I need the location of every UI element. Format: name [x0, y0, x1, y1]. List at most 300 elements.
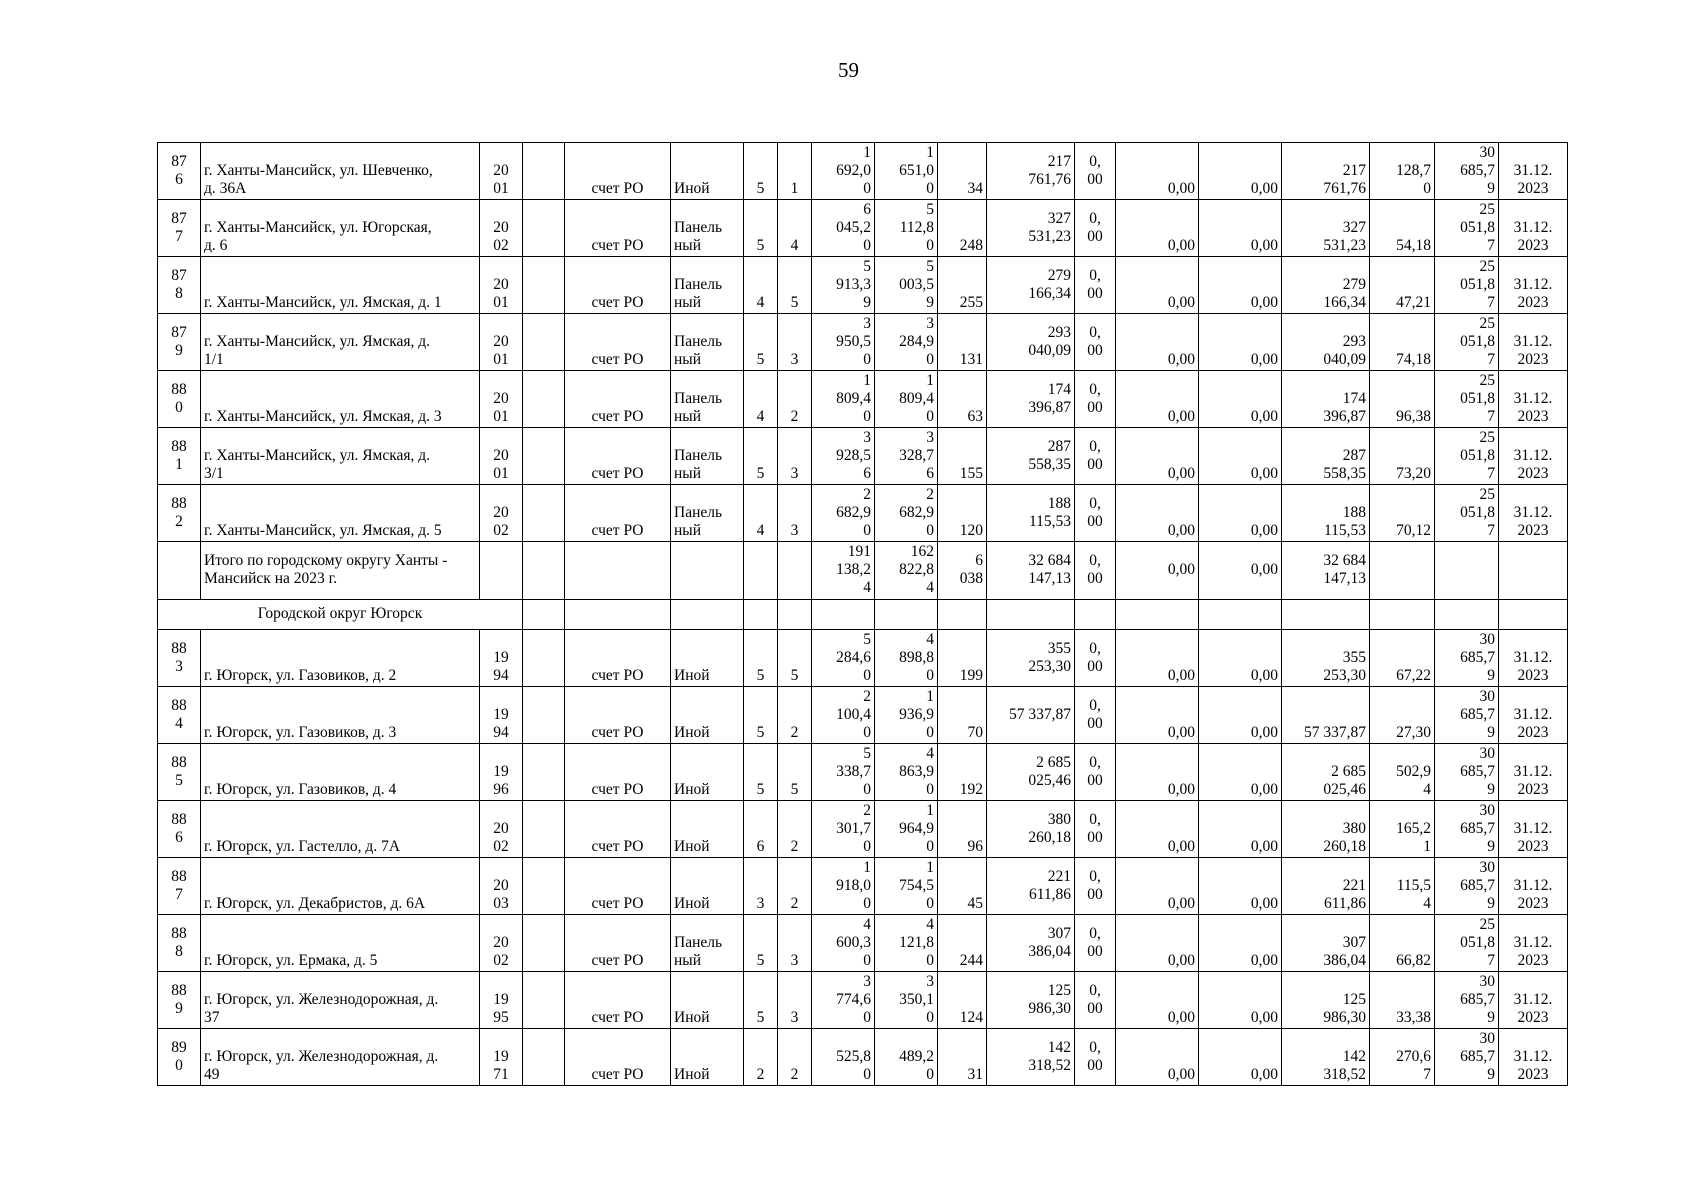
cell-entrances: 2 [778, 801, 812, 858]
cell-fund-owners: 125 986,30 [1282, 972, 1370, 1029]
cell-fund-a: 0, 00 [1075, 687, 1116, 744]
cell-total-area: 3 950,5 0 [812, 314, 875, 371]
cell-year: 20 01 [480, 428, 523, 485]
cell-total-cost: 279 166,34 [987, 257, 1075, 314]
cell-fund-owners: 57 337,87 [1282, 687, 1370, 744]
cell-row-number: 88 7 [158, 858, 201, 915]
cell-entrances: 3 [778, 314, 812, 371]
cell-fund-b: 0,00 [1116, 143, 1199, 200]
cell-fund-method: счет РО [565, 630, 671, 687]
cell-floors [744, 542, 778, 600]
cell-row-number: 88 5 [158, 744, 201, 801]
table-row [158, 371, 1568, 428]
cell-max-cost: 25 051,8 7 [1435, 200, 1499, 257]
cell-empty-col [523, 485, 565, 542]
cell-year: 19 95 [480, 972, 523, 1029]
cell-fund-c: 0,00 [1199, 485, 1282, 542]
cell-max-cost: 25 051,8 7 [1435, 428, 1499, 485]
cell-entrances: 5 [778, 744, 812, 801]
cell-deadline: 31.12. 2023 [1499, 257, 1568, 314]
cell-fund-owners: 307 386,04 [1282, 915, 1370, 972]
cell-max-cost: 25 051,8 7 [1435, 257, 1499, 314]
table-row [158, 428, 1568, 485]
cell-year [480, 542, 523, 600]
cell-residents: 255 [938, 257, 987, 314]
cell-entrances: 2 [778, 1029, 812, 1086]
cell-address: г. Ханты-Мансийск, ул. Ямская, д. 1/1 [201, 314, 480, 371]
cell-fund-a: 0, 00 [1075, 143, 1116, 200]
cell-fund-method: счет РО [565, 915, 671, 972]
cell-wall-type: Иной [671, 687, 744, 744]
cell-living-area: 4 898,8 0 [875, 630, 938, 687]
cell-fund-b: 0,00 [1116, 371, 1199, 428]
cell-address: г. Югорск, ул. Газовиков, д. 3 [201, 687, 480, 744]
cell-floors: 4 [744, 371, 778, 428]
cell-deadline: 31.12. 2023 [1499, 314, 1568, 371]
cell-floors: 5 [744, 200, 778, 257]
cell-fund-b: 0,00 [1116, 801, 1199, 858]
cell-empty-col [523, 428, 565, 485]
cell-total-area: 4 600,3 0 [812, 915, 875, 972]
cell-deadline: 31.12. 2023 [1499, 630, 1568, 687]
cell-address: г. Ханты-Мансийск, ул. Шевченко, д. 36А [201, 143, 480, 200]
cell-fund-c: 0,00 [1199, 801, 1282, 858]
cell-empty-col [523, 1029, 565, 1086]
cell-empty-col [523, 744, 565, 801]
cell-deadline [1499, 542, 1568, 600]
cell-floors: 5 [744, 314, 778, 371]
cell-empty [744, 600, 778, 630]
cell-fund-owners: 217 761,76 [1282, 143, 1370, 200]
section-title: Городской округ Югорск [158, 600, 523, 630]
cell-empty [1199, 600, 1282, 630]
cell-fund-method: счет РО [565, 1029, 671, 1086]
cell-residents: 70 [938, 687, 987, 744]
cell-wall-type: Иной [671, 801, 744, 858]
cell-max-cost [1435, 542, 1499, 600]
cell-fund-b: 0,00 [1116, 485, 1199, 542]
cell-living-area: 1 936,9 0 [875, 687, 938, 744]
cell-unit-cost: 47,21 [1370, 257, 1435, 314]
cell-total-cost: 287 558,35 [987, 428, 1075, 485]
cell-fund-c: 0,00 [1199, 200, 1282, 257]
cell-empty-col [523, 314, 565, 371]
cell-total-cost: 174 396,87 [987, 371, 1075, 428]
cell-fund-b: 0,00 [1116, 542, 1199, 600]
cell-fund-owners: 287 558,35 [1282, 428, 1370, 485]
cell-empty-col [523, 371, 565, 428]
cell-row-number: 88 8 [158, 915, 201, 972]
cell-wall-type: Панель ный [671, 915, 744, 972]
cell-row-number [158, 542, 201, 600]
cell-row-number: 87 9 [158, 314, 201, 371]
cell-address: г. Ханты-Мансийск, ул. Ямская, д. 3/1 [201, 428, 480, 485]
cell-entrances: 5 [778, 630, 812, 687]
cell-total-area: 2 100,4 0 [812, 687, 875, 744]
cell-floors: 4 [744, 485, 778, 542]
cell-fund-a: 0, 00 [1075, 428, 1116, 485]
cell-max-cost: 25 051,8 7 [1435, 371, 1499, 428]
cell-empty-col [523, 972, 565, 1029]
table-row [158, 858, 1568, 915]
cell-address: г. Югорск, ул. Гастелло, д. 7А [201, 801, 480, 858]
cell-living-area: 5 003,5 9 [875, 257, 938, 314]
cell-max-cost: 30 685,7 9 [1435, 687, 1499, 744]
cell-fund-owners: 188 115,53 [1282, 485, 1370, 542]
table-row [158, 972, 1568, 1029]
cell-floors: 5 [744, 744, 778, 801]
cell-total-area: 5 284,6 0 [812, 630, 875, 687]
cell-residents: 244 [938, 915, 987, 972]
cell-fund-owners: 32 684 147,13 [1282, 542, 1370, 600]
cell-empty [938, 600, 987, 630]
cell-address: г. Югорск, ул. Железнодорожная, д. 49 [201, 1029, 480, 1086]
cell-year: 20 02 [480, 485, 523, 542]
cell-fund-owners: 174 396,87 [1282, 371, 1370, 428]
table-row [158, 485, 1568, 542]
cell-address: г. Югорск, ул. Железнодорожная, д. 37 [201, 972, 480, 1029]
cell-fund-a: 0, 00 [1075, 915, 1116, 972]
cell-fund-a: 0, 00 [1075, 257, 1116, 314]
cell-residents: 120 [938, 485, 987, 542]
cell-living-area: 3 328,7 6 [875, 428, 938, 485]
cell-fund-method: счет РО [565, 257, 671, 314]
cell-floors: 5 [744, 687, 778, 744]
cell-total-cost: 2 685 025,46 [987, 744, 1075, 801]
cell-living-area: 4 863,9 0 [875, 744, 938, 801]
cell-fund-c: 0,00 [1199, 257, 1282, 314]
cell-living-area: 1 754,5 0 [875, 858, 938, 915]
cell-residents: 155 [938, 428, 987, 485]
cell-fund-owners: 355 253,30 [1282, 630, 1370, 687]
cell-total-area: 1 918,0 0 [812, 858, 875, 915]
cell-fund-method: счет РО [565, 143, 671, 200]
cell-empty-col [523, 801, 565, 858]
cell-max-cost: 25 051,8 7 [1435, 485, 1499, 542]
cell-row-number: 88 0 [158, 371, 201, 428]
cell-fund-owners: 380 260,18 [1282, 801, 1370, 858]
cell-residents: 6 038 [938, 542, 987, 600]
cell-total-area: 3 774,6 0 [812, 972, 875, 1029]
cell-fund-a: 0, 00 [1075, 1029, 1116, 1086]
cell-empty-col [523, 542, 565, 600]
cell-residents: 192 [938, 744, 987, 801]
cell-fund-method [565, 542, 671, 600]
cell-floors: 5 [744, 428, 778, 485]
cell-row-number: 88 4 [158, 687, 201, 744]
cell-max-cost: 30 685,7 9 [1435, 143, 1499, 200]
cell-wall-type: Иной [671, 972, 744, 1029]
cell-unit-cost [1370, 542, 1435, 600]
cell-wall-type: Иной [671, 630, 744, 687]
cell-entrances: 1 [778, 143, 812, 200]
cell-fund-c: 0,00 [1199, 371, 1282, 428]
table-row [158, 200, 1568, 257]
table-row [158, 801, 1568, 858]
cell-wall-type [671, 542, 744, 600]
cell-fund-owners: 327 531,23 [1282, 200, 1370, 257]
cell-fund-b: 0,00 [1116, 858, 1199, 915]
cell-fund-c: 0,00 [1199, 972, 1282, 1029]
cell-living-area: 4 121,8 0 [875, 915, 938, 972]
cell-fund-c: 0,00 [1199, 542, 1282, 600]
cell-total-area: 2 682,9 0 [812, 485, 875, 542]
cell-wall-type: Иной [671, 744, 744, 801]
cell-total-cost: 355 253,30 [987, 630, 1075, 687]
cell-living-area: 3 284,9 0 [875, 314, 938, 371]
cell-year: 19 94 [480, 630, 523, 687]
cell-floors: 5 [744, 915, 778, 972]
cell-fund-a: 0, 00 [1075, 801, 1116, 858]
cell-wall-type: Панель ный [671, 428, 744, 485]
cell-max-cost: 30 685,7 9 [1435, 744, 1499, 801]
cell-address: Итого по городскому округу Ханты - Мансийск на 2023 г. [201, 542, 480, 600]
table-row [158, 915, 1568, 972]
cell-fund-b: 0,00 [1116, 915, 1199, 972]
cell-deadline: 31.12. 2023 [1499, 687, 1568, 744]
table-row [158, 744, 1568, 801]
table-row [158, 314, 1568, 371]
cell-wall-type: Панель ный [671, 485, 744, 542]
cell-year: 19 94 [480, 687, 523, 744]
cell-unit-cost: 115,5 4 [1370, 858, 1435, 915]
cell-wall-type: Иной [671, 143, 744, 200]
cell-fund-method: счет РО [565, 972, 671, 1029]
cell-year: 20 01 [480, 314, 523, 371]
section-header-row [158, 600, 1568, 630]
cell-living-area: 2 682,9 0 [875, 485, 938, 542]
cell-living-area: 489,2 0 [875, 1029, 938, 1086]
cell-total-area: 191 138,2 4 [812, 542, 875, 600]
cell-total-cost: 217 761,76 [987, 143, 1075, 200]
cell-total-cost: 125 986,30 [987, 972, 1075, 1029]
cell-deadline: 31.12. 2023 [1499, 485, 1568, 542]
cell-fund-owners: 221 611,86 [1282, 858, 1370, 915]
cell-address: г. Ханты-Мансийск, ул. Югорская, д. 6 [201, 200, 480, 257]
cell-residents: 124 [938, 972, 987, 1029]
cell-wall-type: Иной [671, 858, 744, 915]
cell-year: 20 01 [480, 257, 523, 314]
cell-total-cost: 380 260,18 [987, 801, 1075, 858]
cell-unit-cost: 270,6 7 [1370, 1029, 1435, 1086]
cell-residents: 31 [938, 1029, 987, 1086]
cell-row-number: 87 8 [158, 257, 201, 314]
table-row [158, 143, 1568, 200]
cell-total-cost: 188 115,53 [987, 485, 1075, 542]
cell-fund-a: 0, 00 [1075, 200, 1116, 257]
cell-wall-type: Панель ный [671, 257, 744, 314]
cell-entrances: 3 [778, 915, 812, 972]
cell-deadline: 31.12. 2023 [1499, 744, 1568, 801]
cell-total-cost: 142 318,52 [987, 1029, 1075, 1086]
cell-floors: 2 [744, 1029, 778, 1086]
cell-floors: 5 [744, 972, 778, 1029]
cell-living-area: 1 964,9 0 [875, 801, 938, 858]
cell-empty [778, 600, 812, 630]
cell-fund-owners: 279 166,34 [1282, 257, 1370, 314]
cell-empty [1075, 600, 1116, 630]
cell-unit-cost: 33,38 [1370, 972, 1435, 1029]
cell-fund-b: 0,00 [1116, 972, 1199, 1029]
cell-fund-a: 0, 00 [1075, 485, 1116, 542]
cell-address: г. Ханты-Мансийск, ул. Ямская, д. 5 [201, 485, 480, 542]
cell-wall-type: Иной [671, 1029, 744, 1086]
cell-total-area: 2 301,7 0 [812, 801, 875, 858]
cell-empty [987, 600, 1075, 630]
cell-total-area: 525,8 0 [812, 1029, 875, 1086]
cell-total-cost: 32 684 147,13 [987, 542, 1075, 600]
cell-residents: 63 [938, 371, 987, 428]
cell-fund-c: 0,00 [1199, 143, 1282, 200]
cell-fund-method: счет РО [565, 371, 671, 428]
cell-empty-col [523, 200, 565, 257]
cell-entrances: 3 [778, 428, 812, 485]
cell-address: г. Югорск, ул. Декабристов, д. 6А [201, 858, 480, 915]
total-row [158, 542, 1568, 600]
cell-entrances: 4 [778, 200, 812, 257]
cell-fund-method: счет РО [565, 858, 671, 915]
cell-total-cost: 293 040,09 [987, 314, 1075, 371]
cell-empty-col [523, 687, 565, 744]
cell-fund-a: 0, 00 [1075, 542, 1116, 600]
cell-unit-cost: 165,2 1 [1370, 801, 1435, 858]
cell-fund-c: 0,00 [1199, 858, 1282, 915]
cell-deadline: 31.12. 2023 [1499, 200, 1568, 257]
cell-fund-a: 0, 00 [1075, 371, 1116, 428]
cell-empty-col [523, 143, 565, 200]
cell-empty [523, 600, 565, 630]
cell-living-area: 1 809,4 0 [875, 371, 938, 428]
cell-unit-cost: 66,82 [1370, 915, 1435, 972]
cell-unit-cost: 67,22 [1370, 630, 1435, 687]
cell-residents: 131 [938, 314, 987, 371]
cell-deadline: 31.12. 2023 [1499, 143, 1568, 200]
cell-entrances [778, 542, 812, 600]
cell-living-area: 1 651,0 0 [875, 143, 938, 200]
cell-row-number: 87 6 [158, 143, 201, 200]
cell-max-cost: 30 685,7 9 [1435, 858, 1499, 915]
cell-unit-cost: 96,38 [1370, 371, 1435, 428]
page-number: 59 [838, 58, 859, 82]
cell-row-number: 88 9 [158, 972, 201, 1029]
cell-fund-a: 0, 00 [1075, 972, 1116, 1029]
cell-row-number: 88 3 [158, 630, 201, 687]
cell-fund-method: счет РО [565, 485, 671, 542]
cell-empty [1499, 600, 1568, 630]
cell-deadline: 31.12. 2023 [1499, 428, 1568, 485]
cell-row-number: 87 7 [158, 200, 201, 257]
cell-fund-method: счет РО [565, 200, 671, 257]
cell-fund-method: счет РО [565, 428, 671, 485]
cell-max-cost: 25 051,8 7 [1435, 314, 1499, 371]
cell-fund-method: счет РО [565, 314, 671, 371]
cell-unit-cost: 27,30 [1370, 687, 1435, 744]
cell-max-cost: 25 051,8 7 [1435, 915, 1499, 972]
cell-floors: 5 [744, 630, 778, 687]
cell-floors: 4 [744, 257, 778, 314]
cell-fund-method: счет РО [565, 744, 671, 801]
cell-wall-type: Панель ный [671, 200, 744, 257]
cell-total-area: 1 692,0 0 [812, 143, 875, 200]
cell-fund-c: 0,00 [1199, 1029, 1282, 1086]
cell-year: 20 02 [480, 200, 523, 257]
table-row [158, 257, 1568, 314]
cell-residents: 34 [938, 143, 987, 200]
cell-fund-b: 0,00 [1116, 200, 1199, 257]
cell-year: 20 01 [480, 371, 523, 428]
cell-floors: 6 [744, 801, 778, 858]
table-row [158, 1029, 1568, 1086]
cell-living-area: 162 822,8 4 [875, 542, 938, 600]
cell-unit-cost: 73,20 [1370, 428, 1435, 485]
cell-unit-cost: 74,18 [1370, 314, 1435, 371]
cell-deadline: 31.12. 2023 [1499, 371, 1568, 428]
cell-year: 20 02 [480, 801, 523, 858]
cell-empty [1435, 600, 1499, 630]
cell-unit-cost: 54,18 [1370, 200, 1435, 257]
cell-fund-a: 0, 00 [1075, 314, 1116, 371]
cell-fund-a: 0, 00 [1075, 858, 1116, 915]
table-row [158, 687, 1568, 744]
cell-fund-c: 0,00 [1199, 630, 1282, 687]
cell-unit-cost: 128,7 0 [1370, 143, 1435, 200]
cell-unit-cost: 502,9 4 [1370, 744, 1435, 801]
cell-deadline: 31.12. 2023 [1499, 801, 1568, 858]
cell-fund-a: 0, 00 [1075, 744, 1116, 801]
cell-empty-col [523, 630, 565, 687]
cell-wall-type: Панель ный [671, 314, 744, 371]
cell-total-cost: 307 386,04 [987, 915, 1075, 972]
cell-empty [1370, 600, 1435, 630]
cell-fund-owners: 293 040,09 [1282, 314, 1370, 371]
cell-fund-c: 0,00 [1199, 687, 1282, 744]
housing-register-table [157, 142, 1568, 1086]
cell-max-cost: 30 685,7 9 [1435, 801, 1499, 858]
cell-total-area: 5 913,3 9 [812, 257, 875, 314]
cell-floors: 3 [744, 858, 778, 915]
cell-row-number: 88 2 [158, 485, 201, 542]
cell-year: 19 96 [480, 744, 523, 801]
cell-empty-col [523, 257, 565, 314]
cell-fund-c: 0,00 [1199, 428, 1282, 485]
cell-deadline: 31.12. 2023 [1499, 972, 1568, 1029]
cell-fund-method: счет РО [565, 687, 671, 744]
cell-wall-type: Панель ный [671, 371, 744, 428]
cell-empty [1116, 600, 1199, 630]
cell-row-number: 88 1 [158, 428, 201, 485]
cell-empty [671, 600, 744, 630]
cell-total-area: 3 928,5 6 [812, 428, 875, 485]
cell-year: 20 03 [480, 858, 523, 915]
cell-address: г. Ханты-Мансийск, ул. Ямская, д. 3 [201, 371, 480, 428]
cell-year: 20 01 [480, 143, 523, 200]
cell-fund-b: 0,00 [1116, 1029, 1199, 1086]
cell-deadline: 31.12. 2023 [1499, 1029, 1568, 1086]
cell-living-area: 5 112,8 0 [875, 200, 938, 257]
cell-max-cost: 30 685,7 9 [1435, 972, 1499, 1029]
cell-living-area: 3 350,1 0 [875, 972, 938, 1029]
cell-fund-b: 0,00 [1116, 428, 1199, 485]
cell-entrances: 3 [778, 485, 812, 542]
cell-empty [812, 600, 875, 630]
cell-total-cost: 221 611,86 [987, 858, 1075, 915]
cell-fund-b: 0,00 [1116, 687, 1199, 744]
cell-entrances: 2 [778, 858, 812, 915]
cell-total-area: 6 045,2 0 [812, 200, 875, 257]
cell-fund-b: 0,00 [1116, 630, 1199, 687]
table-row [158, 630, 1568, 687]
cell-entrances: 5 [778, 257, 812, 314]
